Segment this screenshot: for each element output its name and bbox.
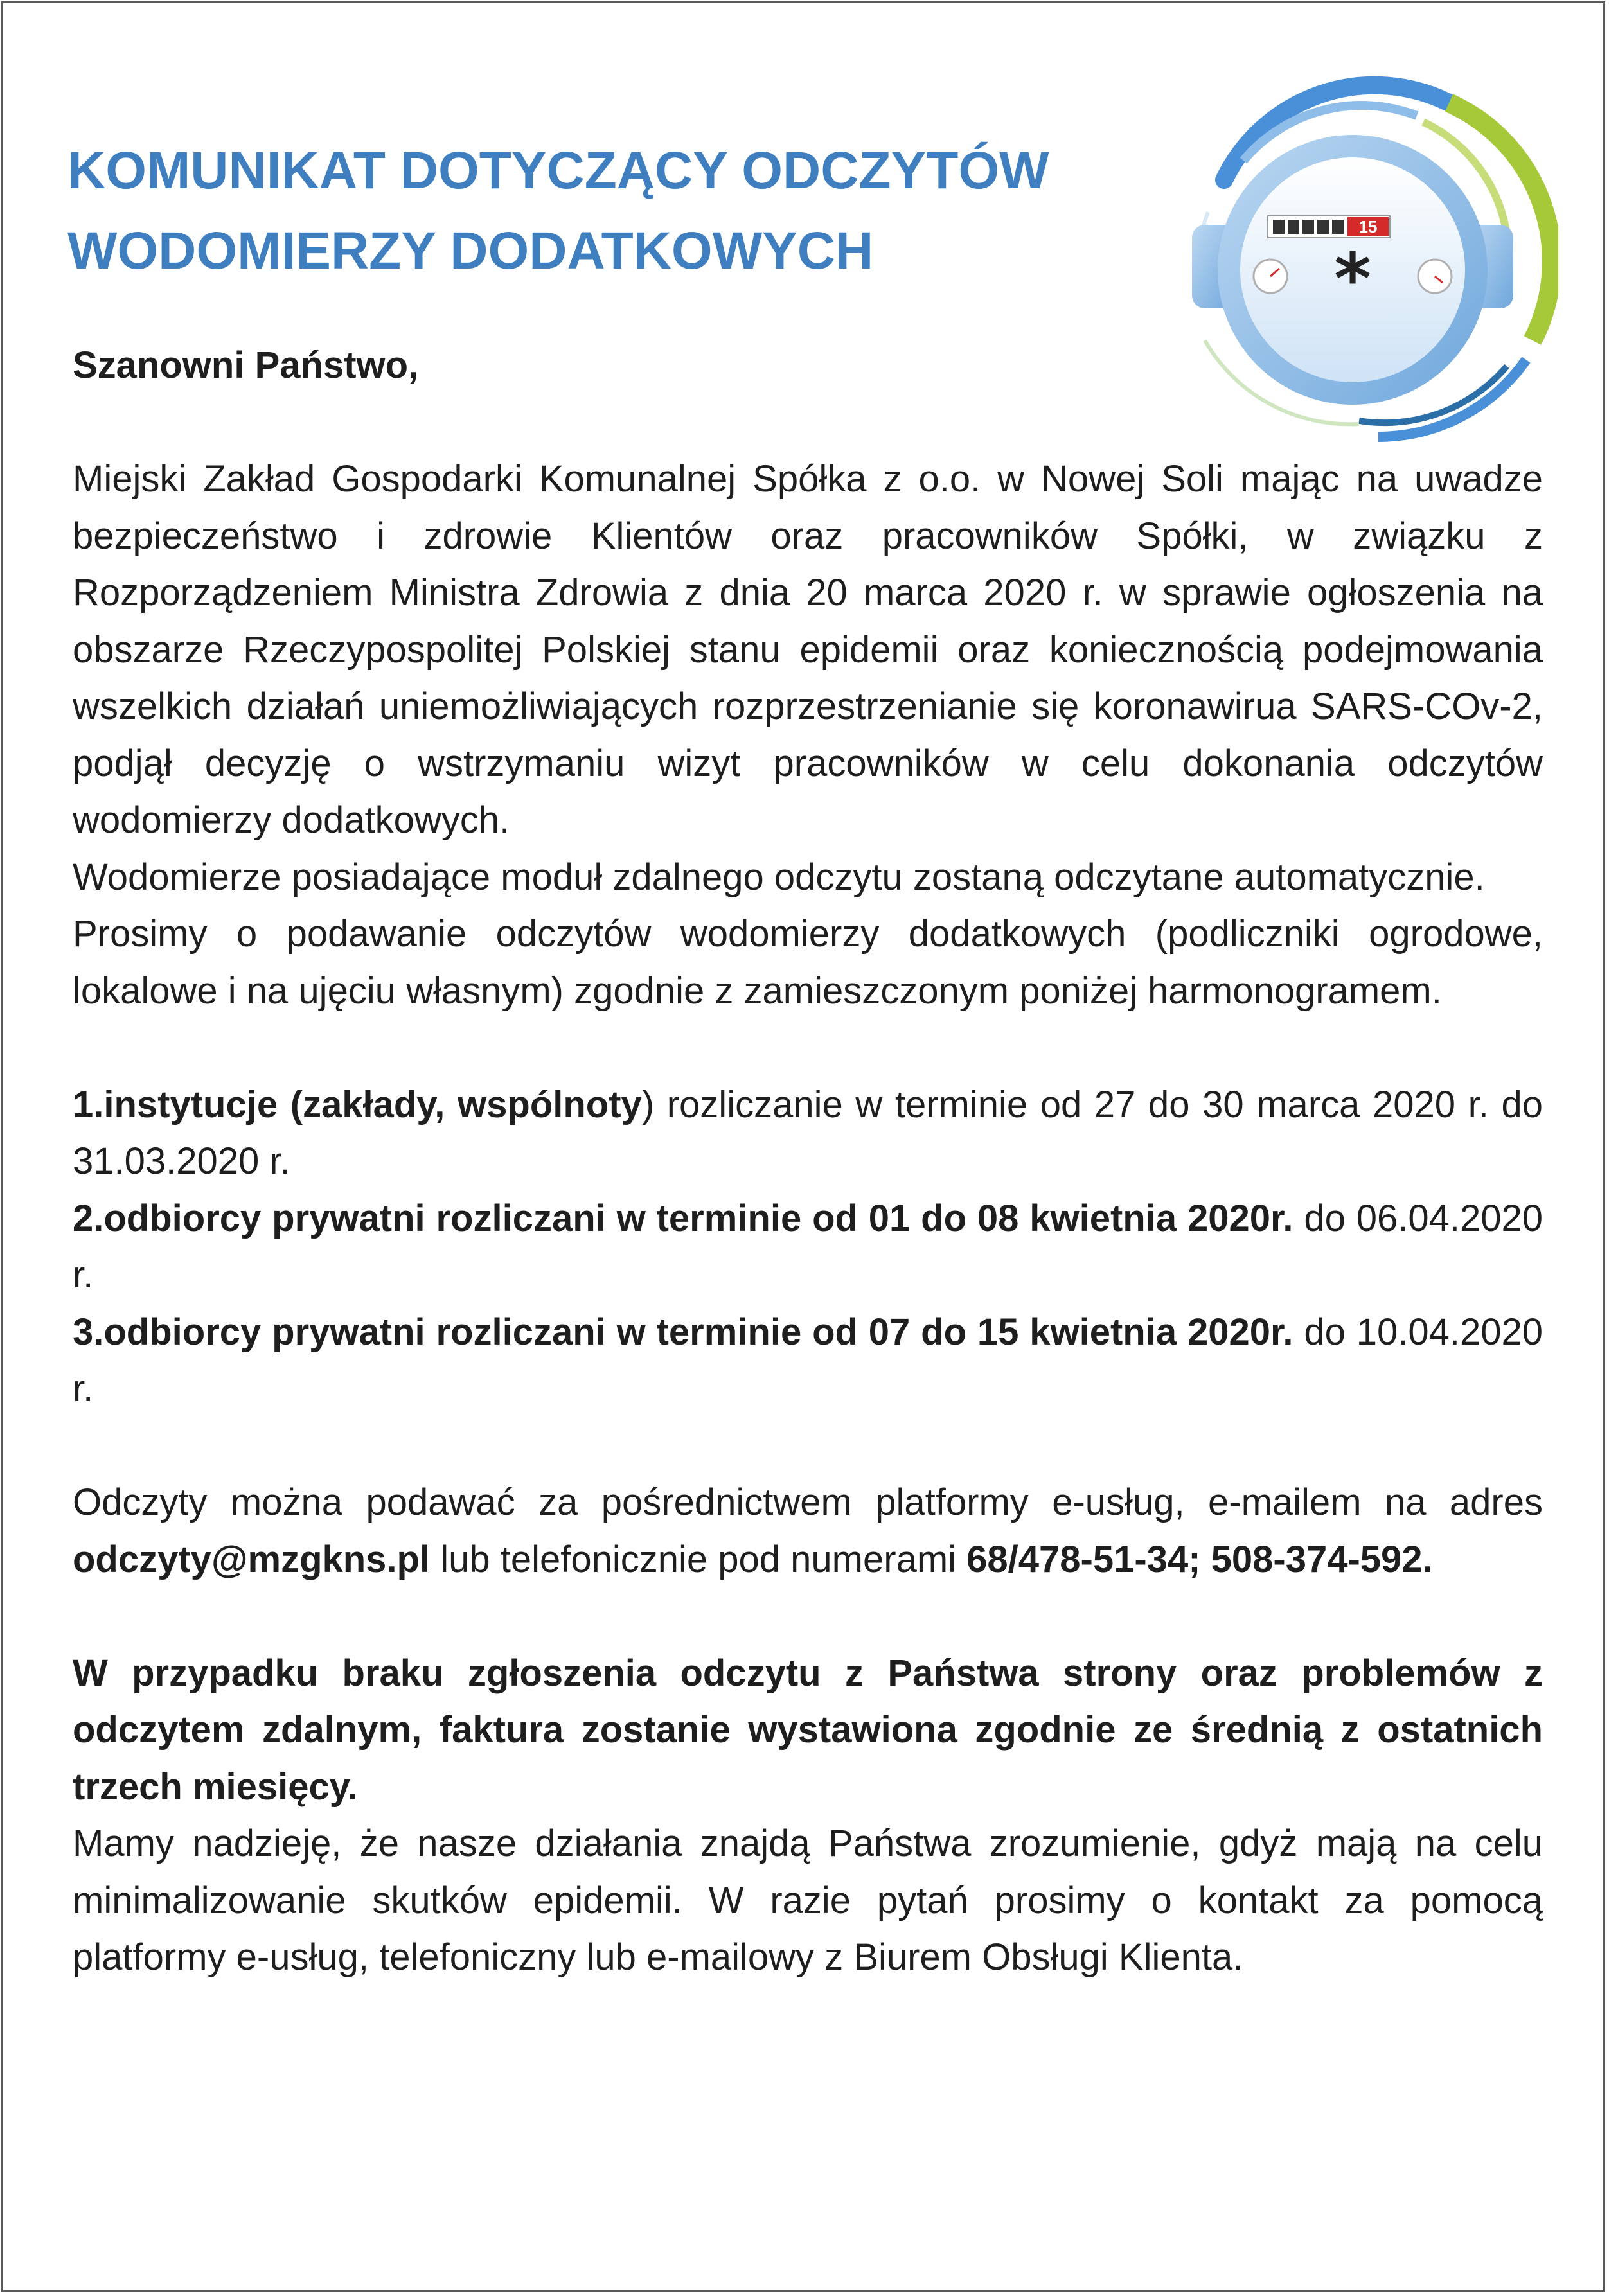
greeting: Szanowni Państwo, — [73, 344, 419, 386]
page-title — [67, 130, 1160, 291]
letter-body — [73, 337, 1543, 1986]
contact-phone-numbers: 68/478-51-34; 508-374-592. — [966, 1538, 1433, 1580]
intro-paragraph-2: Wodomierze posiadające moduł zdalnego odczytu zostaną odczytane automatycznie. — [73, 856, 1485, 898]
schedule-item-bold: 1.instytucje (zakłady, wspólnoty — [73, 1083, 642, 1126]
contact-text-1: Odczyty można podawać za pośrednictwem platformy e-usług, e-mailem na adres — [73, 1481, 1543, 1523]
closing-paragraph: Mamy nadzieję, że nasze działania znajdą Państwa zrozumienie, gdyż mają na celu minimalizowanie skutków epidemii. W razie pytań prosimy o kontakt za pomocą platformy e-usług, telefoniczny lub e-mailowy z Biurem Obsługi Klienta. — [73, 1823, 1543, 1978]
title-line-1: KOMUNIKAT DOTYCZĄCY ODCZYTÓW — [67, 141, 1049, 200]
page-frame — [1, 1, 1605, 2292]
schedule-item-text: do 06.04.2020 r. — [73, 1197, 1543, 1296]
intro-paragraph-1: Miejski Zakład Gospodarki Komunalnej Spółka z o.o. w Nowej Soli mając na uwadze bezpieczeństwo i zdrowie Klientów oraz pracowników Spółki, w związku z Rozporządzeniem Ministra Zdrowia z dnia 20 marca 2020 r. w sprawie ogłoszenia na obszarze Rzeczypospolitej Polskiej stanu epidemii oraz koniecznością podejmowania wszelkich działań uniemożliwiających rozprzestrzenianie się koronawirua SARS-COv-2, podjął decyzję o wstrzymaniu wizyt pracowników w celu dokonania odczytów wodomierzy dodatkowych. — [73, 458, 1543, 841]
schedule-item — [73, 1304, 1543, 1418]
schedule-item — [73, 1077, 1543, 1190]
svg-text:15: 15 — [1358, 217, 1378, 236]
schedule-item-bold: 3.odbiorcy prywatni rozliczani w terminie od 07 do 15 kwietnia 2020r. — [73, 1311, 1293, 1353]
schedule-item-text: do 10.04.2020 r. — [73, 1311, 1543, 1409]
schedule-item — [73, 1190, 1543, 1304]
contact-email-link[interactable]: odczyty@mzgkns.pl — [73, 1538, 431, 1580]
title-line-2: WODOMIERZY DODATKOWYCH — [67, 222, 874, 280]
contact-text-2: lub telefonicznie pod numerami — [430, 1538, 967, 1580]
schedule-item-bold: 2.odbiorcy prywatni rozliczani w terminie od 01 do 08 kwietnia 2020r. — [73, 1197, 1293, 1239]
intro-paragraph-3: Prosimy o podawanie odczytów wodomierzy dodatkowych (podliczniki ogrodowe, lokalowe i na ujęciu własnym) zgodnie z zamieszczonym poniżej harmonogramem. — [73, 913, 1543, 1012]
schedule-item-text: ) rozliczanie w terminie od 27 do 30 marca 2020 r. do 31.03.2020 r. — [73, 1083, 1543, 1182]
svg-text:*: * — [1334, 238, 1371, 320]
billing-notice: W przypadku braku zgłoszenia odczytu z Państwa strony oraz problemów z odczytem zdalnym, faktura zostanie wystawiona zgodnie ze średnią z ostatnich trzech miesięcy. — [73, 1652, 1543, 1808]
contact-paragraph — [73, 1474, 1543, 1588]
